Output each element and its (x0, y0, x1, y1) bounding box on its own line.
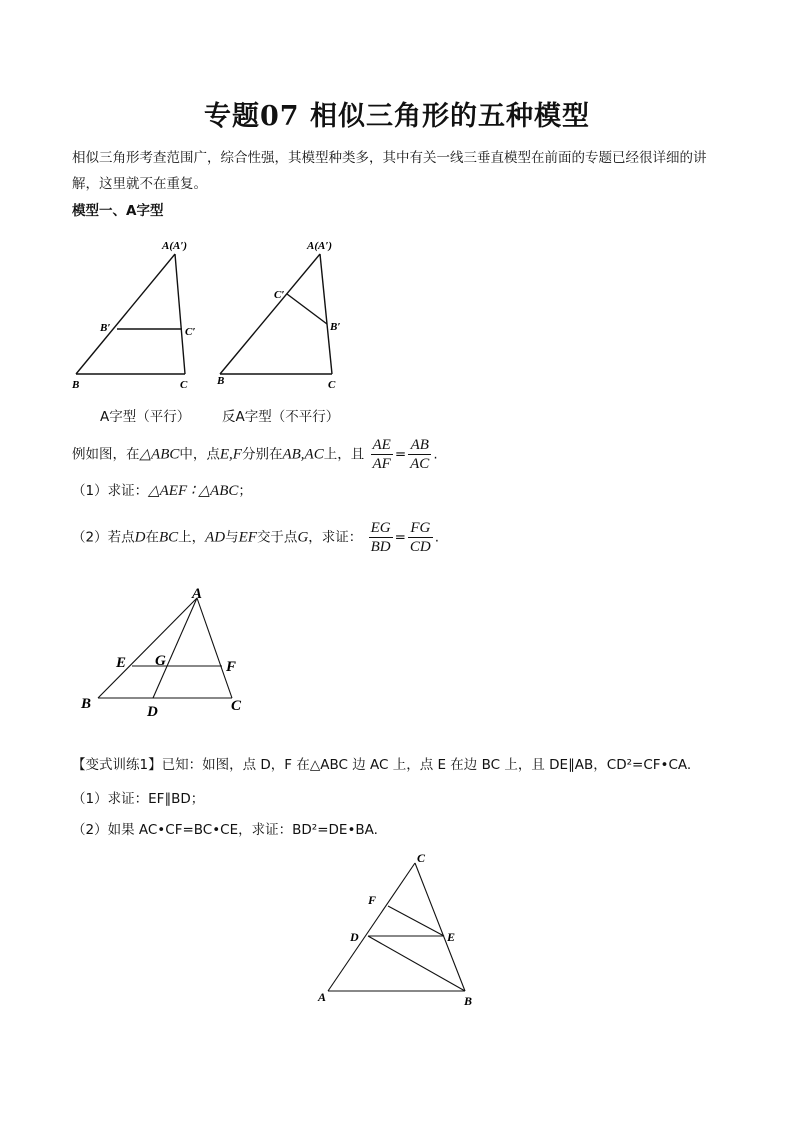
fraction-fg-cd: $\frac{FG}{CD}$ (409, 520, 431, 555)
fig3-line-db (368, 936, 465, 991)
label-right-b1: B′ (330, 321, 341, 333)
right-antiparallel-line (287, 294, 327, 324)
label-left-b: B (72, 379, 80, 391)
fig2-label-c: C (231, 698, 242, 714)
label-left-a: A(A′) (162, 240, 188, 252)
fraction-ab-ac: $\frac{AB}{AC}$ (410, 437, 430, 472)
caption-reverse-a-shape: 反A字型（不平行） (222, 409, 340, 425)
fig3-line-ca (328, 863, 415, 991)
intro-paragraph: 相似三角形考查范围广，综合性强，其模型种类多，其中有关一线三垂直模型在前面的专题已经很详细的讲解，这里就不在重复。 (72, 150, 707, 192)
figure-a-shape-models (60, 232, 360, 402)
variant-question-1: （1）求证：EF∥BD； (72, 791, 205, 807)
variant-question-2: （2）如果 AC•CF=BC•CE，求证：BD²=DE•BA. (72, 822, 378, 838)
fig2-line-ac (197, 598, 232, 698)
fig3-label-f: F (368, 893, 377, 907)
fig3-label-e: E (447, 930, 456, 944)
page-title: 专题07 相似三角形的五种模型 (204, 101, 590, 132)
fig2-label-f: F (226, 659, 237, 675)
model1-heading: 模型一、A字型 (72, 203, 164, 219)
left-ab-line (76, 254, 175, 374)
fig3-line-fe (388, 906, 444, 936)
fig3-label-c: C (417, 851, 426, 865)
fig3-line-cb (415, 863, 465, 991)
fig2-label-b: B (81, 696, 92, 712)
question-1: （1）求证：△AEF ∶ △ABC； (72, 483, 252, 499)
right-ab-line (220, 254, 320, 374)
label-right-b: B (217, 375, 225, 387)
caption-a-shape: A字型（平行） (100, 409, 191, 425)
fig3-label-d: D (350, 930, 359, 944)
fig2-label-e: E (116, 655, 127, 671)
fig2-line-ad (153, 598, 197, 698)
right-ac-line (320, 254, 332, 374)
fig2-label-d: D (147, 704, 158, 720)
figure-example-triangle (70, 582, 270, 722)
label-left-c1: C′ (185, 326, 196, 338)
left-ac-line (175, 254, 185, 374)
label-right-c1: C′ (274, 289, 285, 301)
label-right-c: C (328, 379, 336, 391)
fig2-line-ab (98, 598, 197, 698)
label-right-a: A(A′) (307, 240, 333, 252)
fig2-label-a: A (192, 586, 203, 602)
label-left-c: C (180, 379, 188, 391)
figure-variant-triangle (310, 848, 490, 1013)
variant-statement: 【变式训练1】已知：如图，点 D，F 在△ABC 边 AC 上，点 E 在边 BC 上，且 DE∥AB，CD²=CF•CA. (72, 757, 692, 773)
example-statement: 例如图，在△ABC中，点E,F分别在AB,AC上，且 $\frac{AE}{AF}$ = $\frac{AB}{AC}$ . (72, 437, 438, 472)
fig3-label-a: A (318, 990, 327, 1004)
fig3-label-b: B (464, 994, 473, 1008)
fig2-label-g: G (155, 653, 166, 669)
question-2: （2）若点D在BC上，AD与EF交于点G，求证： $\frac{EG}{BD}$ = $\frac{FG}{CD}$ . (72, 520, 440, 555)
label-left-b1: B′ (100, 322, 111, 334)
fraction-eg-bd: $\frac{EG}{BD}$ (370, 520, 391, 555)
fraction-ae-af: $\frac{AE}{AF}$ (372, 437, 391, 472)
